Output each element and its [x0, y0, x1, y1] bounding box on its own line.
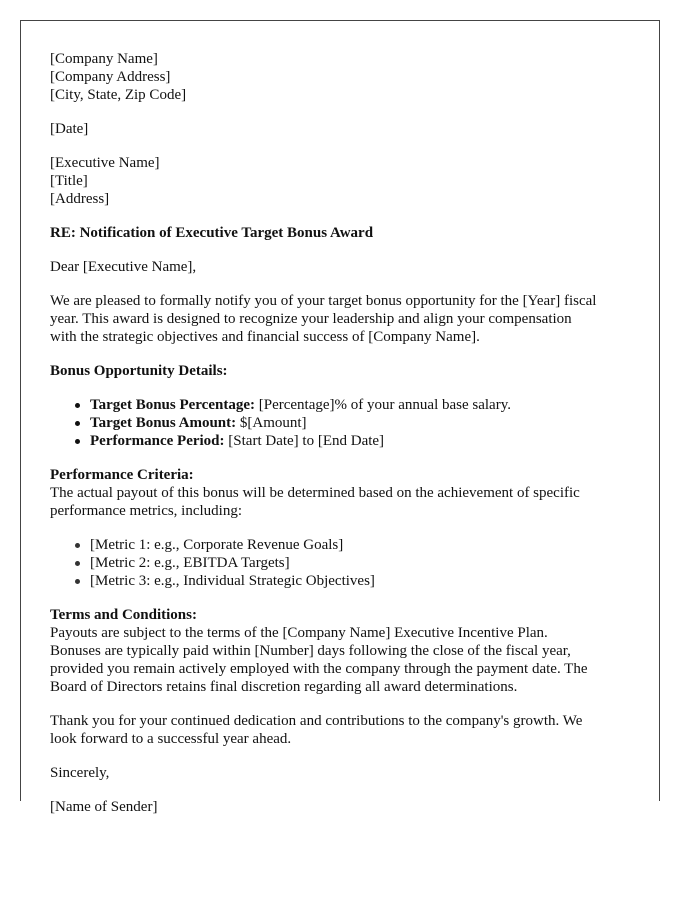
terms-line: Payouts are subject to the terms of the [Company Name] Executive Incentive Plan.	[50, 625, 548, 641]
intro-line: with the strategic objectives and financial success of [Company Name].	[50, 329, 480, 345]
list-item	[90, 414, 640, 432]
performance-criteria-heading: Performance Criteria:	[50, 467, 194, 483]
terms-heading: Terms and Conditions:	[50, 607, 197, 623]
intro-line: year. This award is designed to recognize your leadership and align your compensation	[50, 311, 572, 327]
date-block	[50, 120, 640, 138]
signature-name: [Name of Sender]	[50, 799, 158, 815]
bonus-amount-value: $[Amount]	[236, 415, 307, 431]
recipient-name: [Executive Name]	[50, 155, 160, 171]
letter-date: [Date]	[50, 121, 89, 137]
criteria-line: performance metrics, including:	[50, 503, 243, 519]
closing-paragraph	[50, 712, 640, 748]
letter-page	[20, 20, 660, 815]
list-item: [Metric 3: e.g., Individual Strategic Objectives]	[90, 572, 640, 590]
recipient-address: [Address]	[50, 191, 110, 207]
bonus-details-heading: Bonus Opportunity Details:	[50, 363, 228, 379]
closing-line: look forward to a successful year ahead.	[50, 731, 292, 747]
criteria-line: The actual payout of this bonus will be determined based on the achievement of specific	[50, 485, 580, 501]
recipient-block	[50, 154, 640, 208]
sender-company-address: [Company Address]	[50, 69, 171, 85]
sender-city-state-zip: [City, State, Zip Code]	[50, 87, 187, 103]
intro-paragraph	[50, 292, 640, 346]
sender-company-name: [Company Name]	[50, 51, 158, 67]
list-item: [Metric 2: e.g., EBITDA Targets]	[90, 554, 640, 572]
subject-line: RE: Notification of Executive Target Bonus Award	[50, 225, 374, 241]
terms-line: provided you remain actively employed with the company through the payment date. The	[50, 661, 588, 677]
performance-criteria-section	[50, 466, 640, 520]
list-item	[90, 396, 640, 414]
performance-period-value: [Start Date] to [End Date]	[224, 433, 385, 449]
bonus-details-list	[50, 396, 640, 450]
bonus-amount-label: Target Bonus Amount:	[90, 415, 237, 431]
metrics-list	[50, 536, 640, 590]
terms-section	[50, 606, 640, 696]
list-item: [Metric 1: e.g., Corporate Revenue Goals]	[90, 536, 640, 554]
signoff: Sincerely,	[50, 765, 110, 781]
intro-line: We are pleased to formally notify you of your target bonus opportunity for the [Year] fiscal	[50, 293, 597, 309]
bonus-percentage-label: Target Bonus Percentage:	[90, 397, 255, 413]
terms-line: Board of Directors retains final discretion regarding all award determinations.	[50, 679, 518, 695]
closing-line: Thank you for your continued dedication and contributions to the company's growth. We	[50, 713, 583, 729]
bonus-percentage-value: [Percentage]% of your annual base salary.	[254, 397, 511, 413]
terms-line: Bonuses are typically paid within [Number] days following the close of the fiscal year,	[50, 643, 571, 659]
list-item	[90, 432, 640, 450]
performance-period-label: Performance Period:	[90, 433, 225, 449]
recipient-title: [Title]	[50, 173, 88, 189]
salutation: Dear [Executive Name],	[50, 259, 197, 275]
sender-block	[50, 50, 640, 104]
letter-content	[50, 50, 640, 832]
